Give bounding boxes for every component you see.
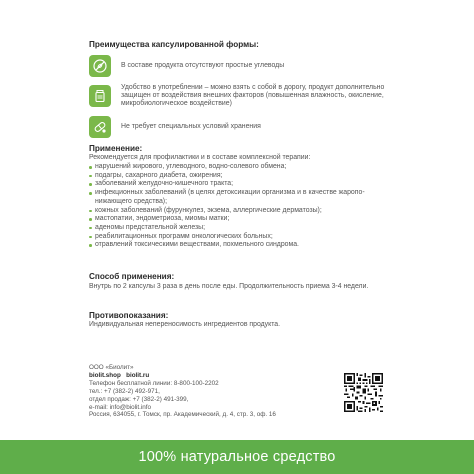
contacts-block bbox=[89, 364, 276, 419]
list-item: отравлений токсическими веществами, похмельного синдрома. bbox=[89, 241, 381, 250]
advantages-heading: Преимущества капсулированной формы: bbox=[89, 40, 259, 49]
qr-code bbox=[344, 373, 383, 412]
contraindications-text: Индивидуальная непереносимость ингредиентов продукта. bbox=[89, 321, 281, 328]
phone: тел.: +7 (382-2) 492-971, bbox=[89, 387, 160, 395]
application-list bbox=[89, 163, 381, 250]
sales-phone: отдел продаж: +7 (382-2) 491-399, bbox=[89, 395, 189, 403]
hotline: Телефон бесплатной линии: 8-800-100-2202 bbox=[89, 379, 219, 387]
footer-slogan: 100% натуральное средство bbox=[138, 449, 336, 465]
advantage-item bbox=[89, 55, 389, 77]
advantage-text: В составе продукта отсутствуют простые углеводы bbox=[121, 61, 285, 69]
advantage-item bbox=[89, 84, 389, 109]
usage-text: Внутрь по 2 капсулы 3 раза в день после еды. Продолжительность приема 3-4 недели. bbox=[89, 283, 369, 290]
list-item: мастопатии, эндометриоза, миомы матки; bbox=[89, 215, 381, 224]
usage-heading: Способ применения: bbox=[89, 272, 175, 281]
site-link[interactable]: biolit.ru bbox=[126, 371, 150, 379]
advantage-text: Удобство в употреблении – можно взять с собой в дорогу, продукт дополнительно защищен от воздействия внешних факторов (повышенная влажность, окисление, микробиологическое воздействие) bbox=[121, 84, 385, 108]
advantage-text: Не требует специальных условий хранения bbox=[121, 122, 261, 130]
list-item: аденомы предстательной железы; bbox=[89, 224, 381, 233]
list-item: нарушений жирового, углеводного, водно-солевого обмена; bbox=[89, 163, 381, 172]
no-carbs-icon bbox=[89, 55, 111, 77]
list-item: реабилитационных программ онкологических больных; bbox=[89, 233, 381, 242]
contraindications-heading: Противопоказания: bbox=[89, 311, 169, 320]
company-name: ООО «Биолит» bbox=[89, 364, 134, 371]
list-item: подагры, сахарного диабета, ожирения; bbox=[89, 172, 381, 181]
application-heading: Применение: bbox=[89, 144, 143, 153]
advantage-item bbox=[89, 116, 389, 138]
list-item: инфекционных заболеваний (в целях детоксикации организма и в качестве жаропо-нижающего средства); bbox=[89, 189, 381, 206]
email[interactable]: e-mail: info@biolit.info bbox=[89, 403, 152, 411]
list-item: кожных заболеваний (фурункулез, экзема, аллергические дерматозы); bbox=[89, 207, 381, 216]
address: Россия, 634055, г. Томск, пр. Академический, д. 4, стр. 3, оф. 16 bbox=[89, 411, 276, 419]
application-intro: Рекомендуется для профилактики и в составе комплексной терапии: bbox=[89, 154, 311, 161]
capsules-icon bbox=[89, 116, 111, 138]
site-link[interactable]: biolit.shop bbox=[89, 371, 121, 379]
footer-banner bbox=[0, 440, 474, 474]
list-item: заболеваний желудочно-кишечного тракта; bbox=[89, 180, 381, 189]
pack-icon bbox=[89, 85, 111, 107]
